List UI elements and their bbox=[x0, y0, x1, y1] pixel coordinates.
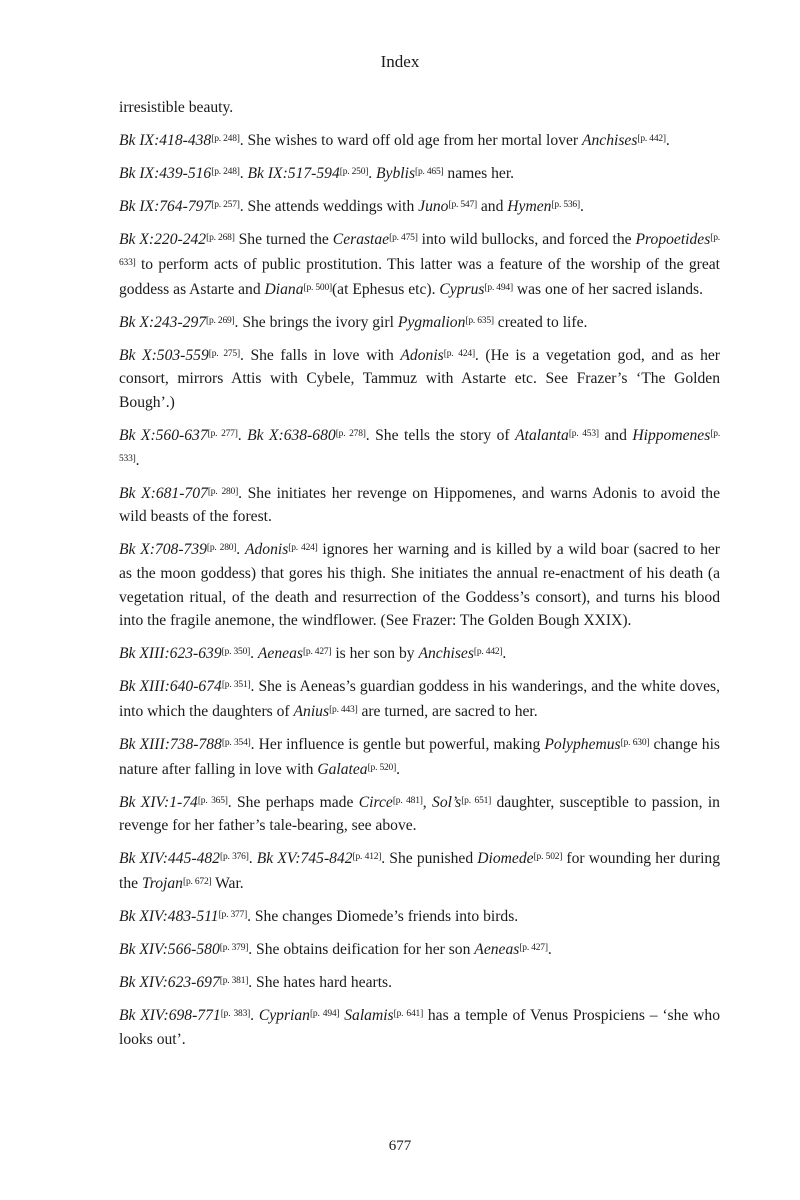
book-reference: Bk XIII:738-788 bbox=[119, 736, 222, 754]
index-entry bbox=[119, 970, 720, 995]
book-reference: Cerastae bbox=[332, 231, 390, 249]
page-reference: [p. 481] bbox=[392, 795, 423, 806]
book-reference: Bk X:243-297 bbox=[119, 313, 207, 331]
index-entries bbox=[119, 96, 720, 1060]
index-entry bbox=[119, 96, 720, 120]
entry-text: . She hates hard hearts. bbox=[248, 974, 392, 992]
entry-text: irresistible beauty. bbox=[119, 99, 234, 116]
book-reference: Atalanta bbox=[515, 427, 569, 445]
entry-text: . Her influence is gentle but powerful, making bbox=[250, 736, 545, 754]
book-reference: Bk XV:745-842 bbox=[256, 850, 353, 868]
entry-text: . bbox=[502, 645, 507, 663]
entry-text: . bbox=[239, 165, 248, 183]
index-entry bbox=[119, 343, 720, 415]
page-reference: [p. 354] bbox=[221, 738, 251, 749]
entry-text: for wounding her during the bbox=[119, 850, 720, 893]
page-reference: [p. 412] bbox=[352, 852, 382, 863]
book-reference: Bk IX:439-516 bbox=[119, 165, 212, 183]
page-reference: [p. 280] bbox=[207, 486, 239, 497]
book-reference: Bk XIV:445-482 bbox=[119, 850, 220, 868]
page-reference: [p. 275] bbox=[208, 348, 240, 359]
entry-text: . She brings the ivory girl bbox=[234, 313, 398, 331]
book-reference: Bk X:560-637 bbox=[119, 427, 208, 445]
book-reference: Bk XIII:640-674 bbox=[119, 678, 222, 696]
entry-text: . She changes Diomede’s friends into birds. bbox=[247, 908, 519, 926]
page-reference: [p. 533] bbox=[119, 429, 721, 464]
page-reference: [p. 350] bbox=[221, 647, 251, 658]
entry-text: . (He is a vegetation god, and as her consort, mirrors Attis with Cybele, Tammuz with Astarte etc. See Frazer’s ‘The Golden Bough’.) bbox=[119, 346, 720, 411]
book-reference: Bk IX:764-797 bbox=[119, 198, 212, 216]
page-reference: [p. 427] bbox=[302, 647, 332, 658]
entry-text: into wild bullocks, and forced the bbox=[417, 231, 636, 249]
page-reference: [p. 633] bbox=[119, 233, 720, 268]
book-reference: Sol’s bbox=[432, 793, 462, 811]
index-entry bbox=[119, 790, 720, 838]
book-reference: Bk XIV:566-580 bbox=[119, 941, 220, 959]
entry-text: has a temple of Venus Prospiciens – ‘she who looks out’. bbox=[119, 1007, 721, 1048]
page-reference: [p. 248] bbox=[211, 167, 240, 178]
page-reference: [p. 672] bbox=[182, 877, 212, 888]
page-reference: [p. 494] bbox=[484, 282, 513, 293]
index-entry bbox=[119, 1003, 720, 1051]
book-reference: Polyphemus bbox=[544, 736, 621, 754]
entry-text: . She tells the story of bbox=[365, 427, 516, 445]
page-reference: [p. 651] bbox=[461, 795, 492, 806]
book-reference: Pygmalion bbox=[397, 313, 466, 331]
page-reference: [p. 453] bbox=[568, 429, 599, 440]
entry-text: . bbox=[579, 198, 584, 216]
book-reference: Galatea bbox=[317, 760, 368, 778]
page-reference: [p. 377] bbox=[218, 910, 248, 921]
index-entry bbox=[119, 227, 720, 301]
book-reference: Adonis bbox=[244, 541, 289, 559]
book-reference: Cyprus bbox=[439, 280, 485, 298]
entry-text: are turned, are sacred to her. bbox=[357, 702, 538, 720]
entry-text: created to life. bbox=[493, 313, 588, 331]
entry-text: . bbox=[250, 1007, 259, 1025]
page-reference: [p. 427] bbox=[519, 943, 548, 954]
page-reference: [p. 630] bbox=[620, 738, 650, 749]
page-reference: [p. 443] bbox=[329, 704, 358, 715]
page-reference: [p. 365] bbox=[197, 795, 228, 806]
book-reference: Anchises bbox=[581, 132, 638, 150]
page-reference: [p. 424] bbox=[288, 543, 318, 554]
book-reference: Bk X:681-707 bbox=[119, 484, 208, 502]
entry-text: . bbox=[237, 427, 248, 445]
entry-text: names her. bbox=[443, 165, 515, 183]
book-reference: Bk X:503-559 bbox=[119, 346, 209, 364]
index-entry bbox=[119, 481, 720, 529]
book-reference: Bk X:220-242 bbox=[119, 231, 207, 249]
entry-text: . bbox=[236, 541, 245, 559]
entry-text: and bbox=[476, 198, 508, 216]
entry-text: War. bbox=[211, 875, 244, 893]
book-reference: Circe bbox=[358, 793, 393, 811]
entry-text: . She wishes to ward off old age from her mortal lover bbox=[239, 132, 582, 150]
page-reference: [p. 465] bbox=[415, 167, 444, 178]
entry-text: . She initiates her revenge on Hippomenes, and warns Adonis to avoid the wild beasts of the forest. bbox=[119, 484, 720, 526]
book-reference: Bk XIV:698-771 bbox=[119, 1007, 221, 1025]
entry-text: change his nature after falling in love with bbox=[119, 736, 720, 778]
book-reference: Salamis bbox=[344, 1007, 394, 1025]
index-entry bbox=[119, 194, 720, 219]
index-entry bbox=[119, 161, 720, 186]
book-reference: Diana bbox=[264, 280, 304, 298]
entry-text: is her son by bbox=[331, 645, 419, 663]
book-reference: Hippomenes bbox=[632, 427, 711, 445]
book-reference: Bk X:708-739 bbox=[119, 541, 207, 559]
entry-text: (at Ephesus etc). bbox=[331, 280, 440, 298]
book-reference: Aeneas bbox=[257, 645, 303, 663]
index-entry bbox=[119, 537, 720, 632]
book-reference: Bk IX:418-438 bbox=[119, 132, 212, 150]
book-reference: Hymen bbox=[507, 198, 552, 216]
page-reference: [p. 351] bbox=[221, 680, 251, 691]
page-reference: [p. 376] bbox=[219, 852, 249, 863]
entry-text: ignores her warning and is killed by a wild boar (sacred to her as the moon goddess) that gores his thigh. She initiates the annual re-enactment of his death (a vegetation ritual, of the death and resurrection of the Goddess’s consort), and turns his blood into the fragile anemone, the windflower. (See Frazer: The Golden Bough XXIX). bbox=[119, 541, 721, 630]
entry-text: . bbox=[368, 165, 377, 183]
book-reference: Byblis bbox=[376, 165, 416, 183]
book-reference: Bk X:638-680 bbox=[247, 427, 336, 445]
entry-text: . bbox=[248, 850, 257, 868]
book-reference: Propoetides bbox=[635, 231, 711, 249]
entry-text: was one of her sacred islands. bbox=[512, 280, 704, 298]
page-reference: [p. 635] bbox=[465, 315, 494, 326]
entry-text: to perform acts of public prostitution. This latter was a feature of the worship of the great goddess as Astarte and bbox=[119, 255, 720, 298]
page-reference: [p. 381] bbox=[219, 976, 249, 987]
page-number: 677 bbox=[388, 1138, 412, 1154]
entry-text: , bbox=[422, 793, 433, 811]
entry-text: . bbox=[547, 941, 552, 959]
page-reference: [p. 277] bbox=[207, 429, 238, 440]
book-reference: Anius bbox=[293, 702, 330, 720]
index-entry bbox=[119, 310, 720, 335]
entry-text: . bbox=[396, 760, 400, 778]
book-reference: Juno bbox=[418, 198, 449, 216]
entry-text: . bbox=[250, 645, 258, 663]
page-reference: [p. 494] bbox=[309, 1009, 340, 1020]
book-reference: Aeneas bbox=[474, 941, 520, 959]
index-entry bbox=[119, 423, 720, 472]
page-reference: [p. 442] bbox=[473, 647, 503, 658]
page-reference: [p. 268] bbox=[206, 233, 235, 244]
index-entry bbox=[119, 732, 720, 781]
page-reference: [p. 383] bbox=[220, 1009, 251, 1020]
index-entry bbox=[119, 674, 720, 723]
page-reference: [p. 502] bbox=[533, 852, 563, 863]
entry-text: . She obtains deification for her son bbox=[248, 941, 475, 959]
index-entry bbox=[119, 904, 720, 929]
page-reference: [p. 424] bbox=[443, 348, 475, 359]
page-reference: [p. 475] bbox=[389, 233, 418, 244]
book-reference: Diomede bbox=[477, 850, 534, 868]
page-reference: [p. 442] bbox=[637, 134, 666, 145]
book-reference: Anchises bbox=[418, 645, 474, 663]
entry-text: daughter, susceptible to passion, in revenge for her father’s tale-bearing, see above. bbox=[119, 793, 720, 835]
index-entry bbox=[119, 128, 720, 153]
entry-text: She turned the bbox=[234, 231, 333, 249]
page-reference: [p. 500] bbox=[303, 282, 332, 293]
page-reference: [p. 379] bbox=[219, 943, 249, 954]
page-reference: [p. 278] bbox=[335, 429, 366, 440]
book-reference: Adonis bbox=[400, 346, 444, 364]
book-reference: Bk XIV:483-511 bbox=[119, 908, 219, 926]
page-reference: [p. 547] bbox=[448, 200, 477, 211]
book-reference: Cyprian bbox=[258, 1007, 310, 1025]
page-reference: [p. 536] bbox=[551, 200, 580, 211]
page-reference: [p. 269] bbox=[206, 315, 235, 326]
entry-text: . She attends weddings with bbox=[239, 198, 419, 216]
entry-text: . She punished bbox=[381, 850, 478, 868]
page-reference: [p. 250] bbox=[339, 167, 369, 178]
entry-text: . She perhaps made bbox=[227, 793, 359, 811]
page-reference: [p. 257] bbox=[211, 200, 240, 211]
page-reference: [p. 641] bbox=[393, 1009, 424, 1020]
running-header: Index bbox=[380, 52, 420, 71]
book-reference: Bk XIII:623-639 bbox=[119, 645, 222, 663]
index-entry bbox=[119, 846, 720, 895]
book-reference: Bk IX:517-594 bbox=[247, 165, 340, 183]
page-reference: [p. 280] bbox=[206, 543, 237, 554]
entry-text: . bbox=[135, 451, 140, 469]
index-entry bbox=[119, 937, 720, 962]
page-reference: [p. 520] bbox=[367, 762, 397, 773]
entry-text: . bbox=[665, 132, 670, 150]
entry-text: and bbox=[598, 427, 633, 445]
index-entry bbox=[119, 641, 720, 666]
page-reference: [p. 248] bbox=[211, 134, 240, 145]
book-reference: Bk XIV:623-697 bbox=[119, 974, 220, 992]
book-reference: Bk XIV:1-74 bbox=[119, 793, 198, 811]
entry-text: . She falls in love with bbox=[239, 346, 401, 364]
book-reference: Trojan bbox=[141, 875, 183, 893]
entry-text: . She is Aeneas’s guardian goddess in his wanderings, and the white doves, into which the daughters of bbox=[119, 678, 720, 720]
